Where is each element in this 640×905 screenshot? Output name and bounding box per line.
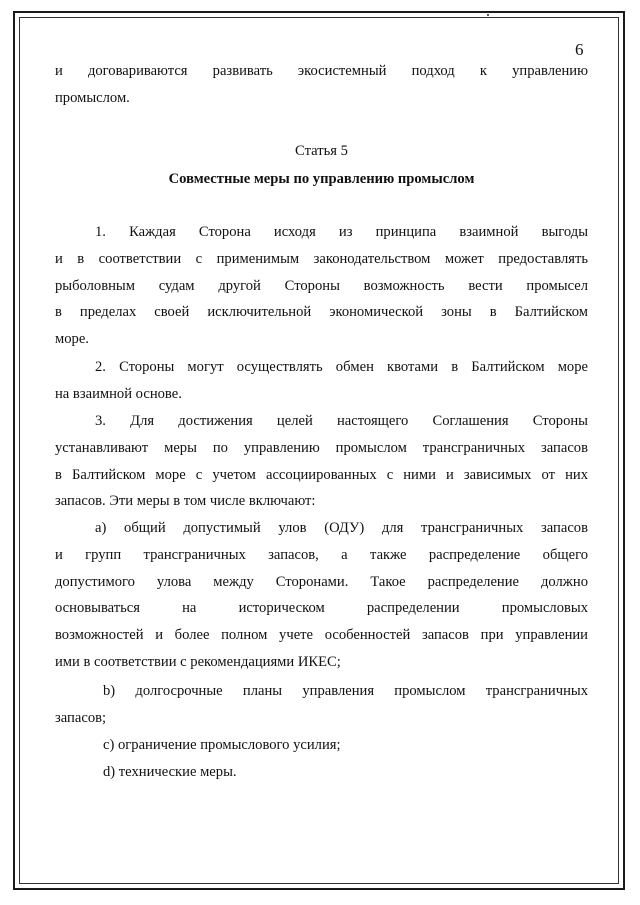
text-line: b) долгосрочные планы управления промыслом трансграничных (103, 683, 588, 699)
text-line: запасов; (55, 709, 107, 726)
text-line: запасов. Эти меры в том числе включают: (55, 493, 316, 510)
text-line: d) технические меры. (103, 764, 237, 780)
text-line: и договариваются развивать экосистемный подход к управлению (55, 63, 588, 79)
text-line: и в соответствии с применимым законодательством может предоставлять (55, 250, 588, 267)
text-line: в Балтийском море с учетом ассоциированных с ними и зависимых от них (55, 466, 588, 483)
text-line: промыслом. (55, 89, 130, 106)
paragraph-1 (55, 219, 588, 353)
text-line: и групп трансграничных запасов, а также распределение общего (55, 546, 588, 563)
text-line: ими в соответствии с рекомендациями ИКЕС; (55, 653, 341, 670)
text-line: в пределах своей исключительной экономической зоны в Балтийском (55, 304, 588, 321)
intro-paragraph (55, 58, 588, 112)
text-line: 3. Для достижения целей настоящего Соглашения Стороны (95, 413, 588, 429)
item-b (55, 678, 588, 732)
text-line: на взаимной основе. (55, 385, 182, 402)
text-line: возможностей и более полном учете особенностей запасов при управлении (55, 627, 588, 644)
text-line: 2. Стороны могут осуществлять обмен квотами в Балтийском море (95, 359, 588, 375)
article-label: Статья 5 (295, 143, 348, 159)
text-line: море. (55, 331, 89, 348)
item-c (55, 732, 588, 759)
text-line: a) общий допустимый улов (ОДУ) для трансграничных запасов (95, 520, 588, 536)
scan-speck (487, 14, 489, 16)
text-line: устанавливают меры по управлению промыслом трансграничных запасов (55, 439, 588, 456)
text-line: основываться на историческом распределении промысловых (55, 600, 588, 617)
paragraph-2 (55, 354, 588, 408)
text-line: 1. Каждая Сторона исходя из принципа взаимной выгоды (95, 224, 588, 240)
paragraph-3 (55, 408, 588, 515)
text-line: рыболовным судам другой Стороны возможность вести промысел (55, 277, 588, 294)
text-line: допустимого улова между Сторонами. Такое распределение должно (55, 573, 588, 590)
item-a (55, 515, 588, 676)
text-line: c) ограничение промыслового усилия; (103, 737, 341, 753)
item-d (55, 759, 588, 786)
page-number: 6 (575, 40, 584, 59)
article-title: Совместные меры по управлению промыслом (168, 171, 475, 187)
